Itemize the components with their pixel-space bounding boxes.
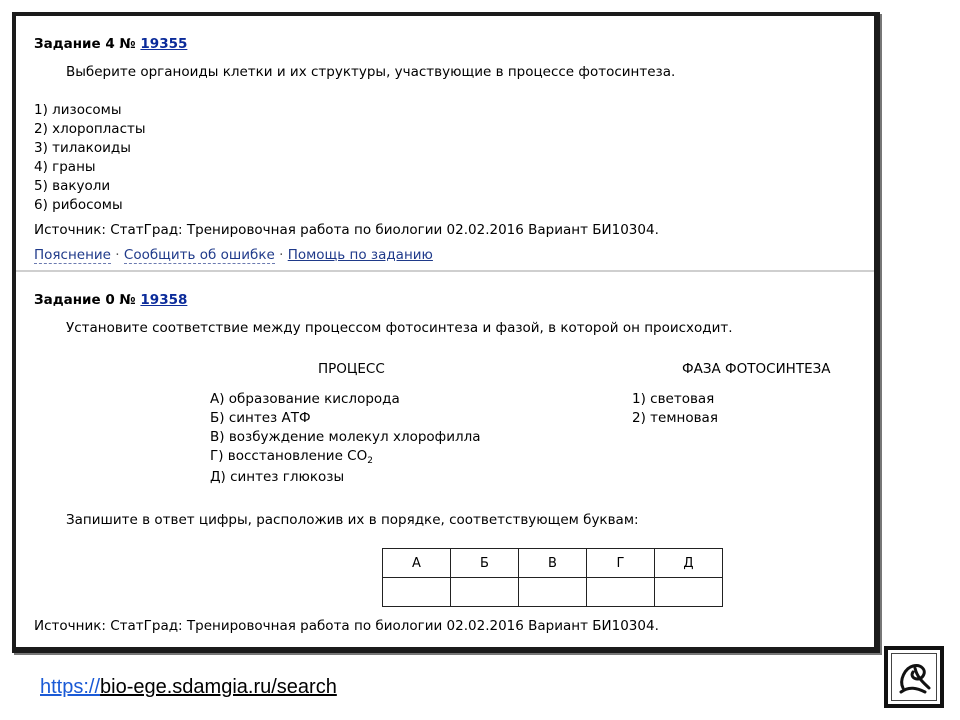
task2-source: Источник: СтатГрад: Тренировочная работа по биологии 02.02.2016 Вариант БИ10304. [34,618,659,634]
process-item: Г) восстановление $CO_2$ [210,448,373,466]
task-page [16,16,874,647]
answer-cell-a[interactable] [383,578,451,607]
process-item: Д) синтез глюкозы [210,469,345,485]
answer-header-cell: В [519,549,587,578]
task2-heading [34,292,187,308]
task1-number-link[interactable]: 19355 [140,36,188,52]
phase-item: 1) световая [632,391,715,407]
subscript: 2 [367,456,373,466]
url-path[interactable]: bio-ege.sdamgia.ru/search [100,676,337,698]
task2-question: Установите соответствие между процессом фотосинтеза и фазой, в которой он происходит. [66,320,733,336]
task1-option: 5) вакуоли [34,178,111,194]
report-error-link[interactable]: Сообщить об ошибке [123,247,275,263]
screenshot-frame [12,12,880,653]
task1-question: Выберите органоиды клетки и их структуры, участвующие в процессе фотосинтеза. [66,64,676,80]
answer-header-cell: Б [451,549,519,578]
task1-option: 6) рибосомы [34,197,123,213]
answer-cell-d[interactable] [655,578,723,607]
task-divider [16,270,874,272]
task1-option: 4) граны [34,159,96,175]
answer-cell-g[interactable] [587,578,655,607]
explanation-link[interactable]: Пояснение [34,247,111,263]
url-protocol[interactable]: https:// [40,676,101,698]
process-item: В) возбуждение молекул хлорофилла [210,429,481,445]
process-item: Б) синтез АТФ [210,410,311,426]
answer-header-cell: Д [655,549,723,578]
link-separator: · [115,247,120,263]
answer-header-row [383,549,723,578]
logo [884,646,944,708]
source-url[interactable] [40,676,337,699]
answer-header-cell: Г [587,549,655,578]
answer-cell-b[interactable] [451,578,519,607]
answer-input-row [383,578,723,607]
help-link[interactable]: Помощь по заданию [287,247,433,263]
answer-header-cell: А [383,549,451,578]
task1-option: 3) тилакоиды [34,140,131,156]
task1-heading-prefix: Задание 4 № [34,36,136,52]
task1-option: 2) хлоропласты [34,121,146,137]
task1-links [34,247,433,263]
task2-heading-prefix: Задание 0 № [34,292,136,308]
task1-option: 1) лизосомы [34,102,122,118]
logo-emblem-icon [891,653,937,701]
phase-column-header: ФАЗА ФОТОСИНТЕЗА [682,361,831,377]
task2-number-link[interactable]: 19358 [140,292,188,308]
task1-heading [34,36,187,52]
phase-item: 2) темновая [632,410,718,426]
task1-source: Источник: СтатГрад: Тренировочная работа по биологии 02.02.2016 Вариант БИ10304. [34,222,659,238]
link-separator: · [279,247,284,263]
task2-instruction: Запишите в ответ цифры, расположив их в порядке, соответствующем буквам: [66,512,639,528]
process-column-header: ПРОЦЕСС [318,361,385,377]
answer-table [382,548,723,607]
logo-glyph-icon [895,658,933,696]
process-item: А) образование кислорода [210,391,400,407]
answer-cell-v[interactable] [519,578,587,607]
